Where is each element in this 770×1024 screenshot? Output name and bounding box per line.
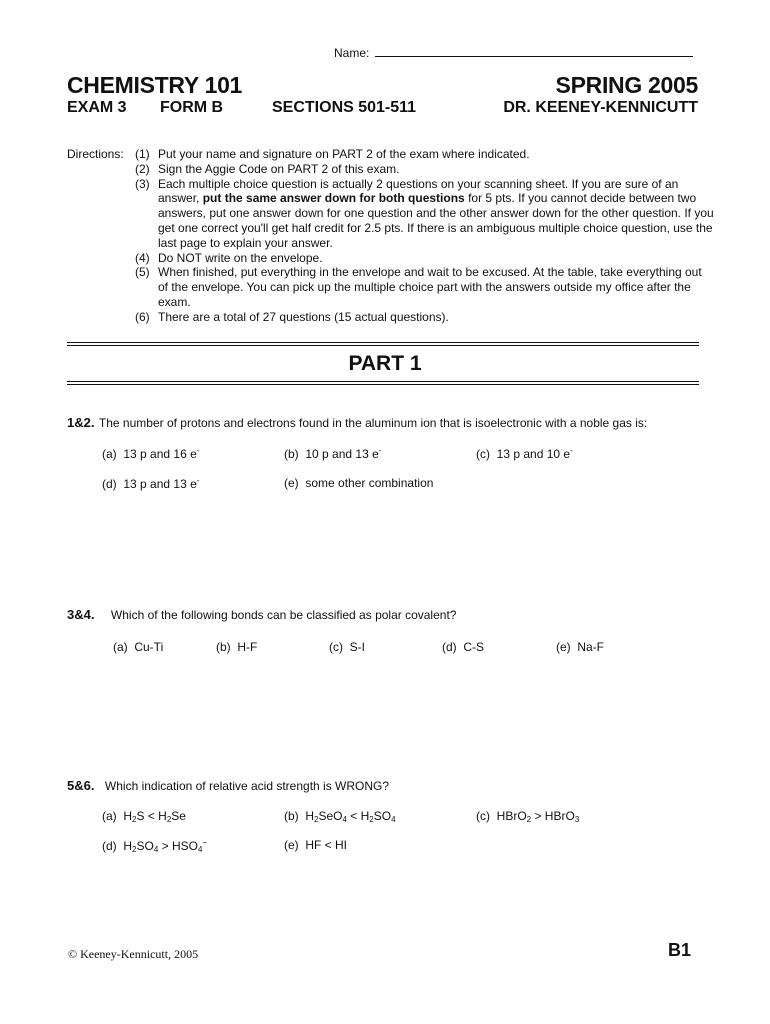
term-title: SPRING 2005	[555, 72, 698, 98]
option-e[interactable]: (e) Na-F	[556, 640, 605, 654]
divider-bottom-inner	[67, 384, 699, 385]
divider-top-inner	[67, 345, 699, 346]
copyright-notice: © Keeney-Kennicutt, 2005	[68, 947, 199, 961]
direction-item: (3) Each multiple choice question is actually 2 questions on your scanning sheet. If you are sure of an answer, put the same answer down for both questions for 5 pts. If you cannot decide between two answers, put one answer down for one question and the other answer down for the other question. If you get one correct you'll get half credit for 2.5 pts. If there is an ambiguous multiple choice question, use the last page to explain your answer.	[135, 176, 714, 250]
divider-top	[67, 342, 699, 343]
exam-number: EXAM 3	[67, 99, 127, 116]
option-a[interactable]: (a) 13 p and 16 e-	[102, 446, 200, 461]
direction-item: (5) When finished, put everything in the envelope and wait to be excused. At the table, take everything out of the envelope. You can pick up the multiple choice part with the answers outside my office after the exam.	[135, 265, 702, 309]
instructor-name: DR. KEENEY-KENNICUTT	[503, 99, 698, 116]
option-c[interactable]: (c) 13 p and 10 e-	[476, 446, 573, 461]
option-a[interactable]: (a) $H_2S < H_2Se$	[102, 809, 186, 824]
page-id: B1	[668, 940, 692, 960]
exam-sections: SECTIONS 501-511	[272, 99, 417, 116]
name-blank-line[interactable]	[375, 46, 693, 57]
question-1-2	[67, 414, 647, 432]
direction-emphasis: put the same answer down for both questions	[202, 191, 465, 206]
direction-item: (1) Put your name and signature on PART 2 of the exam where indicated.	[135, 147, 530, 161]
question-text: Which of the following bonds can be classified as polar covalent?	[110, 608, 457, 622]
directions-label: Directions:	[67, 147, 124, 161]
option-b[interactable]: (b) H-F	[216, 640, 258, 654]
option-d[interactable]: (d) C-S	[442, 640, 485, 654]
question-text: Which indication of relative acid strength is WRONG?	[104, 779, 390, 793]
option-d[interactable]: (d) $H_2SO_4 > HSO_4^-$	[102, 838, 208, 854]
direction-item: (2) Sign the Aggie Code on PART 2 of this exam.	[135, 161, 400, 176]
exam-form: FORM B	[160, 99, 224, 116]
option-c[interactable]: (c) S-I	[329, 640, 366, 654]
directions-list	[135, 147, 715, 325]
option-b[interactable]: (b) 10 p and 13 e-	[284, 446, 382, 461]
divider-bottom	[67, 381, 699, 382]
option-c[interactable]: (c) HBrO$_2$ > HBrO$_3$	[476, 809, 580, 824]
part-title: PART 1	[348, 352, 422, 375]
question-5-6	[67, 777, 389, 795]
question-3-4	[67, 606, 456, 624]
option-e[interactable]: (e) some other combination	[284, 476, 434, 490]
option-e[interactable]: (e) HF < HI	[284, 838, 348, 852]
course-title: CHEMISTRY 101	[67, 72, 243, 98]
question-number: 3&4.	[67, 607, 95, 622]
direction-item: (6) There are a total of 27 questions (15 actual questions).	[135, 309, 449, 324]
question-number: 1&2.	[67, 415, 95, 430]
question-text: The number of protons and electrons found in the aluminum ion that is isoelectronic with a noble gas is:	[98, 416, 648, 430]
option-b[interactable]: (b) $H_2SeO_4 < H_2SO_4$	[284, 809, 396, 824]
option-d[interactable]: (d) 13 p and 13 e-	[102, 476, 200, 491]
name-label: Name:	[334, 46, 370, 60]
name-field[interactable]	[334, 46, 693, 60]
direction-item: (4) Do NOT write on the envelope.	[135, 250, 323, 265]
option-a[interactable]: (a) Cu-Ti	[113, 640, 164, 654]
question-number: 5&6.	[67, 778, 95, 793]
